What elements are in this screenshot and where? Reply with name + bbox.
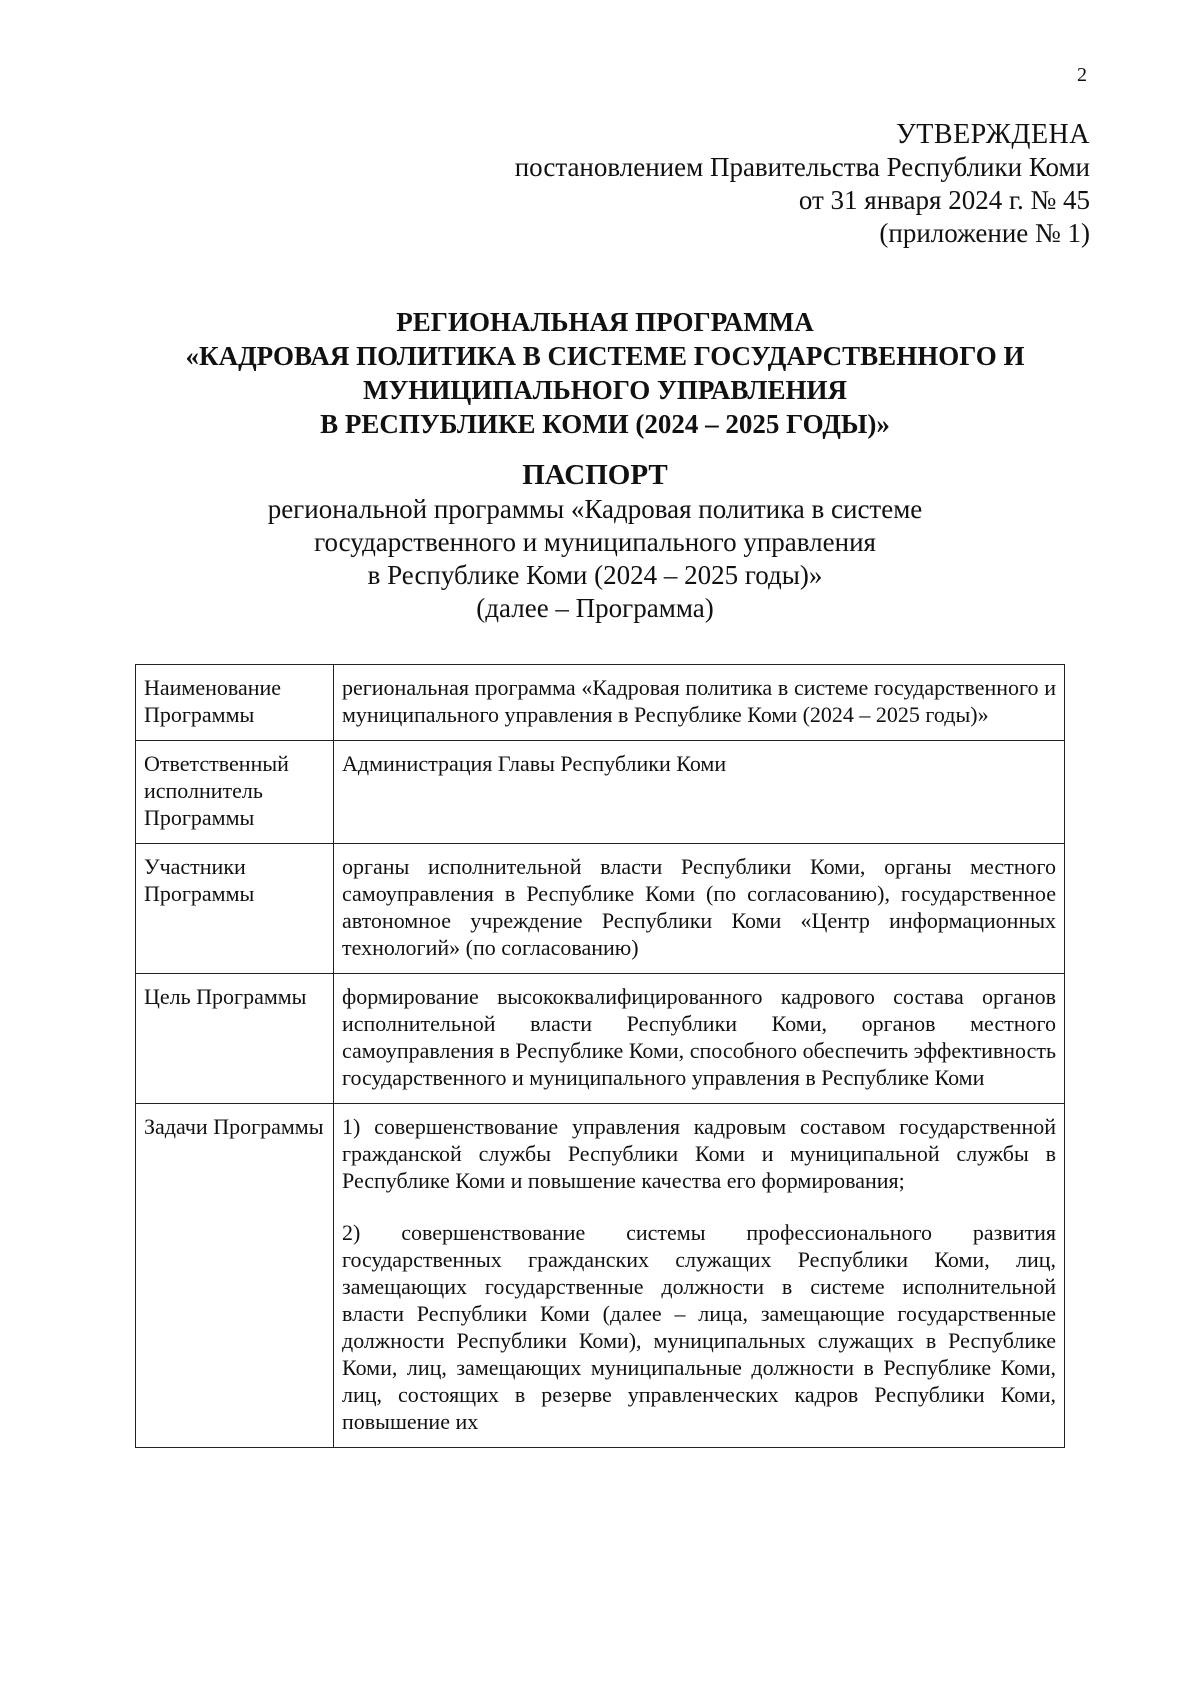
row-value-tasks: [334, 1104, 1065, 1448]
passport-line-4: (далее – Программа): [476, 593, 714, 623]
title-line-3: МУНИЦИПАЛЬНОГО УПРАВЛЕНИЯ: [363, 375, 847, 405]
program-title: [80, 305, 1130, 441]
table-row: [136, 974, 1065, 1104]
passport-line-2: государственного и муниципального управления: [314, 527, 876, 557]
row-value-goal: формирование высококвалифицированного кадрового состава органов исполнительной власти Республики Коми, органов местного самоуправления в Республике Коми, способного обеспечить эффективность государственного и муниципального управления в Республике Коми: [334, 974, 1065, 1104]
task-item-1: 1) совершенствование управления кадровым составом государственной гражданской службы Республики Коми и муниципальной службы в Республике Коми и повышение качества его формирования;: [342, 1114, 1056, 1193]
title-line-4: В РЕСПУБЛИКЕ КОМИ (2024 – 2025 ГОДЫ)»: [320, 409, 890, 439]
passport-line-3: в Республике Коми (2024 – 2025 годы)»: [367, 560, 823, 590]
table-row: [136, 1104, 1065, 1448]
row-label-participants: Участники Программы: [136, 844, 334, 974]
row-label-name: Наименование Программы: [136, 665, 334, 741]
approval-block: [515, 118, 1090, 250]
row-label-goal: Цель Программы: [136, 974, 334, 1104]
row-label-executor: Ответственный исполнитель Программы: [136, 741, 334, 844]
task-item-2: 2) совершенствование системы профессионального развития государственных гражданских служащих Республики Коми, лиц, замещающих государственные должности в системе исполнительной власти Республики Коми (далее – лица, замещающие государственные должности Республики Коми), муниципальных служащих в Республике Коми, лиц, замещающих муниципальные должности в Республике Коми, лиц, состоящих в резерве управленческих кадров Республики Коми, повышение их: [342, 1220, 1056, 1434]
passport-line-1: региональной программы «Кадровая политика в системе: [267, 494, 923, 524]
approval-line-2: от 31 января 2024 г. № 45: [798, 185, 1090, 215]
page-number: 2: [1077, 64, 1087, 86]
table-row: [136, 844, 1065, 974]
table-row: [136, 741, 1065, 844]
passport-heading: ПАСПОРТ: [522, 459, 668, 491]
title-line-1: РЕГИОНАЛЬНАЯ ПРОГРАММА: [396, 307, 814, 337]
approval-line-3: (приложение № 1): [879, 218, 1090, 248]
row-label-tasks: Задачи Программы: [136, 1104, 334, 1448]
passport-header: [130, 457, 1060, 625]
table-row: [136, 665, 1065, 741]
row-value-participants: органы исполнительной власти Республики Коми, органы местного самоуправления в Республике Коми (по согласованию), государственное автономное учреждение Республики Коми «Центр информационных технологий» (по согласованию): [334, 844, 1065, 974]
title-line-2: «КАДРОВАЯ ПОЛИТИКА В СИСТЕМЕ ГОСУДАРСТВЕННОГО И: [185, 341, 1025, 371]
approval-stamp: УТВЕРЖДЕНА: [895, 119, 1090, 150]
row-value-name: региональная программа «Кадровая политика в системе государственного и муниципального управления в Республике Коми (2024 – 2025 годы)»: [334, 665, 1065, 741]
row-value-executor: Администрация Главы Республики Коми: [334, 741, 1065, 844]
approval-line-1: постановлением Правительства Республики Коми: [514, 152, 1090, 182]
passport-table: [135, 664, 1065, 1448]
